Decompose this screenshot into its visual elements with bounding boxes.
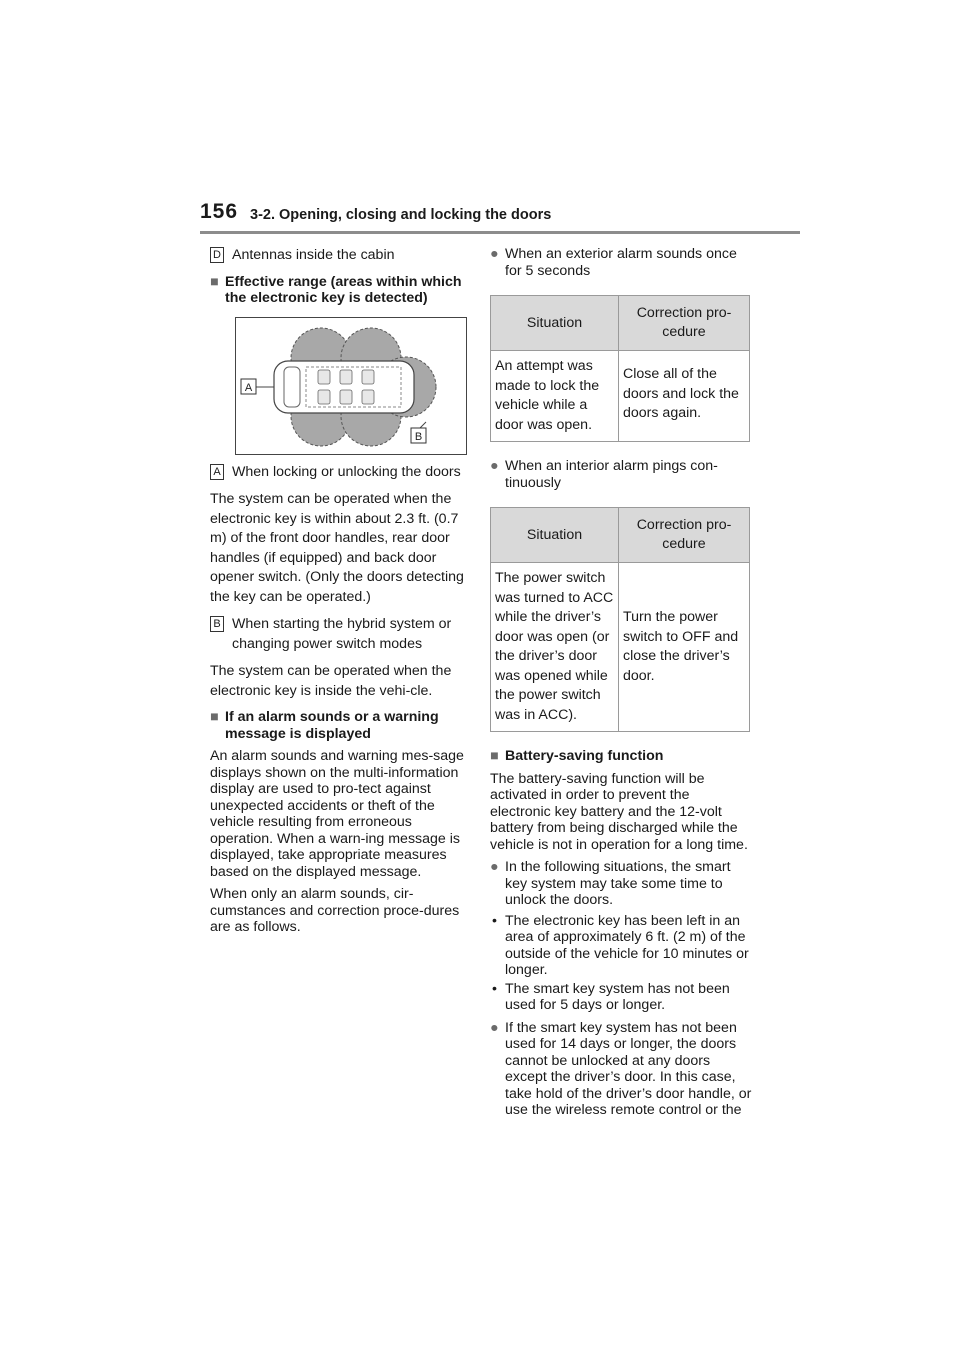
heading-square-icon: ■: [490, 748, 499, 764]
heading-square-icon: ■: [210, 709, 219, 725]
seat-icon: [318, 370, 330, 384]
heading-effective-range-text: Effective range (areas within which the electronic key is detected): [225, 273, 462, 306]
table-cell-correction: Close all of the doors and lock the doors again.: [619, 351, 750, 442]
windshield-icon: [284, 367, 300, 407]
tag-a: A: [210, 464, 224, 480]
list-item-text: The smart key system has not been used for 5 days or longer.: [505, 980, 730, 1013]
paragraph-alarm: An alarm sounds and warning mes-sage displays shown on the multi-information display are used to pro-tect against unexpected accidents or theft of the vehicle resulting from erroneous operation. When a warn-ing message is displayed, take appropriate measures based on the displayed message.: [210, 748, 464, 880]
bullet-exterior-alarm: [490, 246, 752, 279]
item-a-text: When locking or unlocking the doors: [232, 463, 461, 480]
list-item: [490, 981, 752, 1014]
item-b-text: When starting the hybrid system or changing power switch modes: [232, 616, 452, 652]
heading-effective-range: [210, 274, 468, 307]
paragraph-starting-range: The system can be operated when the electronic key is inside the vehi-cle.: [210, 663, 452, 699]
bullet-interior-alarm-text: When an interior alarm pings con-tinuously: [505, 458, 718, 491]
table-header-correction: Correction pro-cedure: [619, 508, 750, 563]
paragraph-alarm-only: When only an alarm sounds, cir-cumstances and correction proce-dures are as follows.: [210, 886, 460, 935]
page-number: 156: [200, 200, 239, 223]
bullet-dot-icon: ●: [490, 1019, 499, 1036]
bullet-interior-alarm: [490, 458, 752, 491]
bullet-unlock-delay-text: In the following situations, the smart key system may take some time to unlock the doors.: [505, 859, 731, 908]
seat-icon: [318, 390, 330, 404]
seat-icon: [362, 390, 374, 404]
table-header-situation: Situation: [491, 508, 619, 563]
table-cell-situation: An attempt was made to lock the vehicle while a door was open.: [491, 351, 619, 442]
table-header-correction: Correction pro-cedure: [619, 296, 750, 351]
effective-range-figure: [235, 317, 467, 455]
bullet-14-days-text: If the smart key system has not been used for 14 days or longer, the doors cannot be unlocked at any doors except the driver’s door. In this case, take hold of the driver’s door handle, or use the wireless remote control or the: [505, 1019, 752, 1118]
list-bullet-icon: •: [492, 980, 497, 997]
bullet-dot-icon: ●: [490, 859, 499, 875]
bullet-exterior-alarm-text: When an exterior alarm sounds once for 5 seconds: [505, 246, 737, 279]
table-cell-situation: The power switch was turned to ACC while the driver’s door was open (or the driver’s door was opened while the power switch was in ACC).: [491, 563, 619, 732]
table-row: [491, 351, 750, 442]
heading-alarm-text: If an alarm sounds or a warning message is displayed: [225, 709, 439, 742]
heading-battery-saving-text: Battery-saving function: [505, 748, 664, 764]
heading-alarm: [210, 709, 468, 742]
seat-icon: [340, 370, 352, 384]
right-column: [490, 246, 752, 1123]
exterior-alarm-table: [490, 295, 750, 442]
item-a-locking: [210, 463, 468, 483]
bullet-unlock-delay: [490, 859, 752, 909]
bullet-14-days: [490, 1020, 752, 1119]
table-header-row: [491, 508, 750, 563]
table-row: [491, 563, 750, 732]
bullet-dot-icon: ●: [490, 246, 499, 262]
interior-alarm-table: [490, 507, 750, 732]
vehicle-range-diagram: [236, 318, 468, 456]
figure-label-a: A: [244, 381, 253, 394]
paragraph-locking-range: The system can be operated when the electronic key is within about 2.3 ft. (0.7 m) of the front door handles, rear door handles (if equipped) and back door opener switch. (Only the doors detecting the key can be operated.): [210, 491, 464, 605]
paragraph-battery-saving: The battery-saving function will be activated in order to prevent the electronic key battery and the 12-volt battery from being discharged while the vehicle is not in operation for a long time.: [490, 770, 748, 853]
seat-icon: [362, 370, 374, 384]
seat-icon: [340, 390, 352, 404]
table-header-situation: Situation: [491, 296, 619, 351]
item-b-starting: [210, 615, 468, 654]
heading-battery-saving: [490, 748, 752, 765]
list-item-text: The electronic key has been left in an area of approximately 6 ft. (2 m) of the outside of the vehicle for 10 minutes or longer.: [505, 912, 749, 978]
heading-square-icon: ■: [210, 273, 219, 290]
table-cell-correction: Turn the power switch to OFF and close the driver’s door.: [619, 563, 750, 732]
header-divider: [200, 231, 800, 234]
section-title: 3-2. Opening, closing and locking the doors: [250, 207, 552, 223]
bullet-dot-icon: ●: [490, 458, 499, 474]
tag-d: D: [210, 247, 224, 263]
table-header-row: [491, 296, 750, 351]
list-bullet-icon: •: [492, 912, 497, 929]
tag-b: B: [210, 616, 224, 632]
list-item: [490, 913, 752, 979]
left-column: [210, 246, 468, 942]
item-d-text: Antennas inside the cabin: [232, 247, 395, 263]
item-d-antennas: [210, 246, 468, 266]
figure-label-b: B: [414, 430, 423, 443]
